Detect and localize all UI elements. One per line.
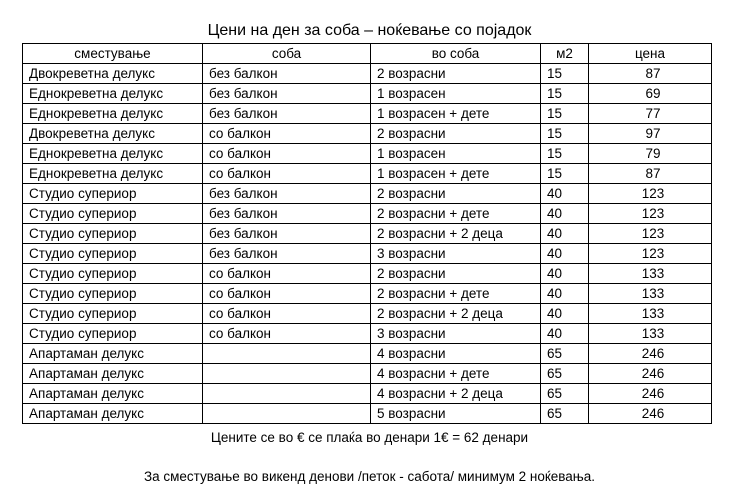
- cell-accommodation: Студио супериор: [23, 324, 203, 344]
- cell-area: 15: [541, 64, 589, 84]
- table-row: [23, 224, 712, 244]
- cell-room: без балкон: [203, 244, 371, 264]
- cell-room: [203, 364, 371, 384]
- cell-price: 246: [589, 404, 712, 424]
- cell-room: со балкон: [203, 124, 371, 144]
- cell-accommodation: Двокреветна делукс: [23, 64, 203, 84]
- table-row: [23, 364, 712, 384]
- cell-occupancy: 1 возрасен + дете: [371, 164, 541, 184]
- header-area: м2: [541, 44, 589, 64]
- cell-accommodation: Еднокреветна делукс: [23, 144, 203, 164]
- cell-accommodation: Студио супериор: [23, 264, 203, 284]
- cell-occupancy: 1 возрасен + дете: [371, 104, 541, 124]
- cell-price: 97: [589, 124, 712, 144]
- cell-room: со балкон: [203, 324, 371, 344]
- cell-price: 133: [589, 264, 712, 284]
- cell-price: 246: [589, 364, 712, 384]
- header-room: соба: [203, 44, 371, 64]
- cell-room: со балкон: [203, 164, 371, 184]
- cell-room: [203, 344, 371, 364]
- cell-occupancy: 2 возрасни + дете: [371, 204, 541, 224]
- cell-area: 15: [541, 84, 589, 104]
- table-header-row: [23, 44, 712, 64]
- cell-accommodation: Еднокреветна делукс: [23, 164, 203, 184]
- cell-room: без балкон: [203, 184, 371, 204]
- cell-occupancy: 2 возрасни: [371, 184, 541, 204]
- cell-area: 40: [541, 324, 589, 344]
- cell-price: 123: [589, 244, 712, 264]
- cell-occupancy: 1 возрасен: [371, 144, 541, 164]
- cell-accommodation: Студио супериор: [23, 224, 203, 244]
- cell-occupancy: 1 возрасен: [371, 84, 541, 104]
- cell-area: 65: [541, 344, 589, 364]
- cell-area: 40: [541, 224, 589, 244]
- cell-occupancy: 2 возрасни + 2 деца: [371, 224, 541, 244]
- table-row: [23, 304, 712, 324]
- cell-price: 77: [589, 104, 712, 124]
- cell-area: 40: [541, 304, 589, 324]
- cell-accommodation: Студио супериор: [23, 304, 203, 324]
- table-body: [23, 64, 712, 424]
- cell-price: 133: [589, 304, 712, 324]
- cell-occupancy: 2 возрасни: [371, 124, 541, 144]
- cell-room: со балкон: [203, 304, 371, 324]
- cell-room: без балкон: [203, 64, 371, 84]
- cell-area: 40: [541, 284, 589, 304]
- cell-accommodation: Апартаман делукс: [23, 384, 203, 404]
- cell-accommodation: Студио супериор: [23, 184, 203, 204]
- cell-price: 87: [589, 164, 712, 184]
- cell-price: 123: [589, 184, 712, 204]
- cell-area: 40: [541, 184, 589, 204]
- table-row: [23, 244, 712, 264]
- cell-price: 79: [589, 144, 712, 164]
- currency-note: Цените се во € се плаќа во денари 1€ = 62 денари: [210, 430, 529, 445]
- table-row: [23, 144, 712, 164]
- header-accommodation: сместување: [23, 44, 203, 64]
- cell-accommodation: Студио супериор: [23, 204, 203, 224]
- cell-room: [203, 384, 371, 404]
- cell-room: [203, 404, 371, 424]
- cell-accommodation: Апартаман делукс: [23, 404, 203, 424]
- cell-occupancy: 3 возрасни: [371, 244, 541, 264]
- header-price: цена: [589, 44, 712, 64]
- cell-price: 246: [589, 344, 712, 364]
- cell-area: 15: [541, 144, 589, 164]
- cell-room: без балкон: [203, 84, 371, 104]
- cell-accommodation: Студио супериор: [23, 244, 203, 264]
- cell-room: без балкон: [203, 224, 371, 244]
- table-row: [23, 64, 712, 84]
- cell-area: 15: [541, 124, 589, 144]
- cell-accommodation: Апартаман делукс: [23, 364, 203, 384]
- table-row: [23, 344, 712, 364]
- cell-area: 40: [541, 264, 589, 284]
- cell-area: 65: [541, 364, 589, 384]
- cell-price: 123: [589, 224, 712, 244]
- weekend-note: За сместување во викенд денови /петок - сабота/ минимум 2 ноќевања.: [143, 469, 596, 484]
- cell-accommodation: Студио супериор: [23, 284, 203, 304]
- table-row: [23, 84, 712, 104]
- page-title: Цени на ден за соба – ноќевање со појадок: [207, 22, 532, 39]
- cell-room: со балкон: [203, 264, 371, 284]
- table-row: [23, 204, 712, 224]
- cell-occupancy: 5 возрасни: [371, 404, 541, 424]
- table-row: [23, 384, 712, 404]
- cell-occupancy: 3 возрасни: [371, 324, 541, 344]
- cell-room: со балкон: [203, 284, 371, 304]
- table-row: [23, 164, 712, 184]
- cell-area: 15: [541, 104, 589, 124]
- table-row: [23, 324, 712, 344]
- table-row: [23, 404, 712, 424]
- cell-occupancy: 4 возрасни + дете: [371, 364, 541, 384]
- cell-price: 133: [589, 324, 712, 344]
- cell-accommodation: Еднокреветна делукс: [23, 84, 203, 104]
- cell-area: 15: [541, 164, 589, 184]
- cell-price: 87: [589, 64, 712, 84]
- cell-accommodation: Двокреветна делукс: [23, 124, 203, 144]
- cell-room: без балкон: [203, 104, 371, 124]
- cell-occupancy: 4 возрасни + 2 деца: [371, 384, 541, 404]
- cell-area: 65: [541, 384, 589, 404]
- cell-price: 123: [589, 204, 712, 224]
- cell-accommodation: Апартаман делукс: [23, 344, 203, 364]
- cell-price: 69: [589, 84, 712, 104]
- table-row: [23, 124, 712, 144]
- table-row: [23, 284, 712, 304]
- cell-area: 65: [541, 404, 589, 424]
- cell-room: со балкон: [203, 144, 371, 164]
- cell-area: 40: [541, 244, 589, 264]
- table-row: [23, 264, 712, 284]
- cell-area: 40: [541, 204, 589, 224]
- header-occupancy: во соба: [371, 44, 541, 64]
- cell-price: 246: [589, 384, 712, 404]
- cell-occupancy: 4 возрасни: [371, 344, 541, 364]
- table-row: [23, 104, 712, 124]
- cell-occupancy: 2 возрасни: [371, 264, 541, 284]
- cell-accommodation: Еднокреветна делукс: [23, 104, 203, 124]
- table-row: [23, 184, 712, 204]
- cell-room: без балкон: [203, 204, 371, 224]
- cell-occupancy: 2 возрасни: [371, 64, 541, 84]
- cell-occupancy: 2 возрасни + 2 деца: [371, 304, 541, 324]
- price-table: [22, 43, 712, 424]
- cell-price: 133: [589, 284, 712, 304]
- cell-occupancy: 2 возрасни + дете: [371, 284, 541, 304]
